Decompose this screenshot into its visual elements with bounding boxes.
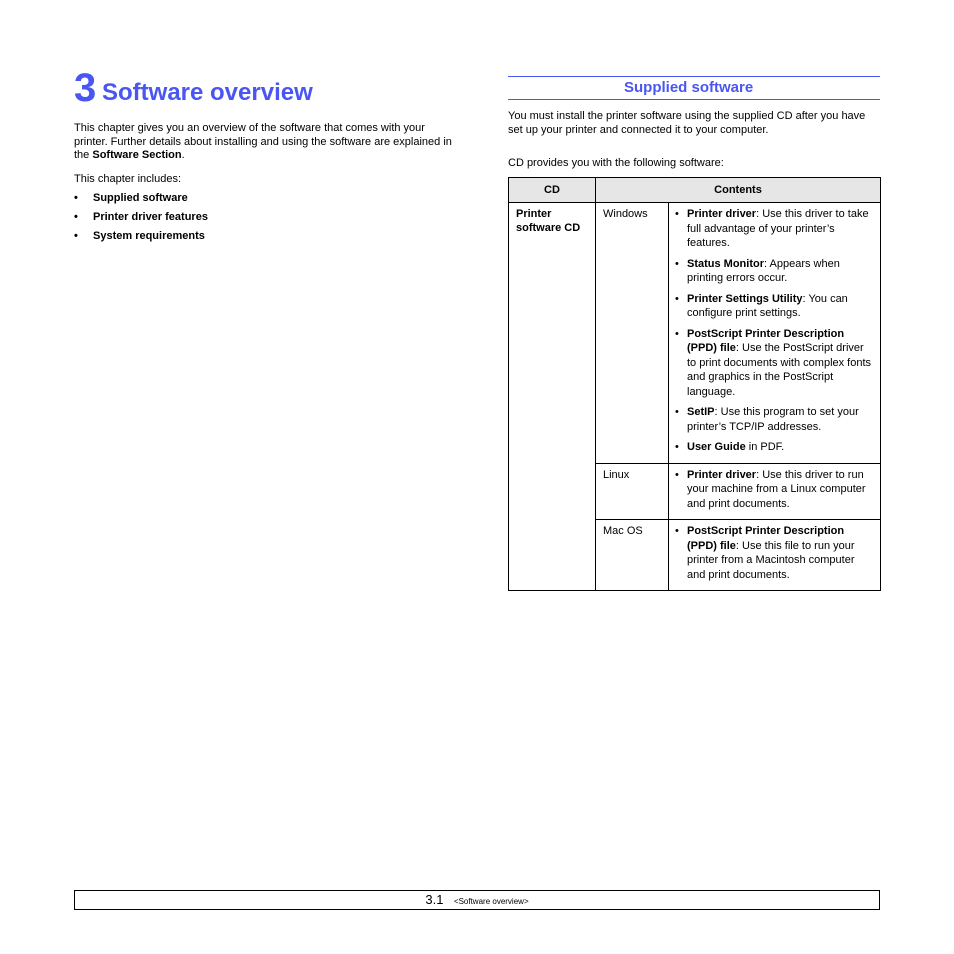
list-item (675, 468, 874, 512)
cd-cell (509, 203, 596, 591)
contents-item-system-requirements[interactable]: • System requirements (74, 229, 454, 243)
cd-name: Printer software CD (516, 208, 581, 234)
item-name: Printer driver (687, 468, 757, 481)
item-name: User Guide (687, 441, 746, 453)
contents-item-supplied-software[interactable]: • Supplied software (74, 191, 454, 205)
cd-text: CD provides you with the following software: (508, 157, 724, 169)
contents-cell (669, 463, 881, 520)
item-name: Status Monitor (687, 257, 764, 270)
item-desc: : Use this file to run your printer from a Macintosh computer and print documents. (687, 539, 855, 581)
left-column (74, 66, 454, 248)
item-name: SetIP (687, 406, 715, 418)
contents-cell (669, 203, 881, 464)
header-cd: CD (509, 178, 596, 203)
item-desc: : Use the PostScript driver to print documents with complex fonts and graphics in the PostScript language. (687, 342, 872, 398)
item-name: Printer Settings Utility (687, 292, 803, 305)
list-item (675, 207, 874, 251)
chapter-heading (74, 66, 454, 110)
chapter-number: 3 (74, 66, 97, 110)
intro-end: . (181, 149, 185, 161)
contents-cell (669, 520, 881, 591)
item-desc: in PDF. (745, 441, 785, 453)
table-row (509, 203, 881, 464)
list-item (675, 327, 874, 400)
chapter-contents-list (74, 191, 454, 243)
list-item (675, 257, 874, 286)
os-cell (596, 203, 669, 464)
item-name: Printer driver (687, 208, 757, 220)
os-mac: Mac OS (603, 525, 643, 537)
intro-text: This chapter gives you an overview of the software that comes with your printer. Further details about installing and using the software are explained in the (74, 122, 452, 161)
includes-label: This chapter includes: (74, 172, 181, 185)
item-desc: : Appears when printing errors occur. (687, 257, 840, 284)
list-item (675, 440, 874, 455)
section-heading (508, 76, 880, 100)
page-footer (74, 890, 880, 910)
contents-item-printer-driver-features[interactable]: • Printer driver features (74, 210, 454, 224)
windows-items (669, 203, 880, 463)
os-cell (596, 463, 669, 520)
item-desc: : You can configure print settings. (687, 292, 848, 319)
item-desc: : Use this program to set your printer’s TCP/IP addresses. (687, 406, 859, 433)
table-header-row (509, 178, 881, 203)
right-column (508, 76, 880, 581)
intro-link-text: Software Section (92, 149, 182, 161)
os-cell (596, 520, 669, 591)
list-item (675, 524, 874, 582)
item-name: PostScript Printer Description (PPD) file (687, 525, 845, 552)
footer-label: <Software overview> (453, 897, 529, 906)
item-desc: : Use this driver to run your machine from a Linux computer and print documents. (687, 468, 866, 510)
list-item (675, 292, 874, 321)
chapter-intro (74, 122, 454, 163)
install-text: You must install the printer software using the supplied CD after you have set up your printer and connected it to your computer. (508, 110, 866, 136)
chapter-title: Software overview (102, 79, 313, 106)
os-linux: Linux (603, 468, 630, 481)
list-item (675, 405, 874, 434)
page-number: 3.1 (425, 892, 444, 907)
item-desc: : Use this driver to take full advantage of your printer’s features. (687, 208, 869, 249)
header-contents: Contents (596, 178, 881, 203)
item-name: PostScript Printer Description (PPD) file (687, 327, 845, 354)
section-title: Supplied software (624, 79, 754, 96)
software-table (508, 177, 881, 591)
os-windows: Windows (603, 208, 648, 220)
linux-items (669, 464, 880, 520)
mac-items (669, 520, 880, 590)
